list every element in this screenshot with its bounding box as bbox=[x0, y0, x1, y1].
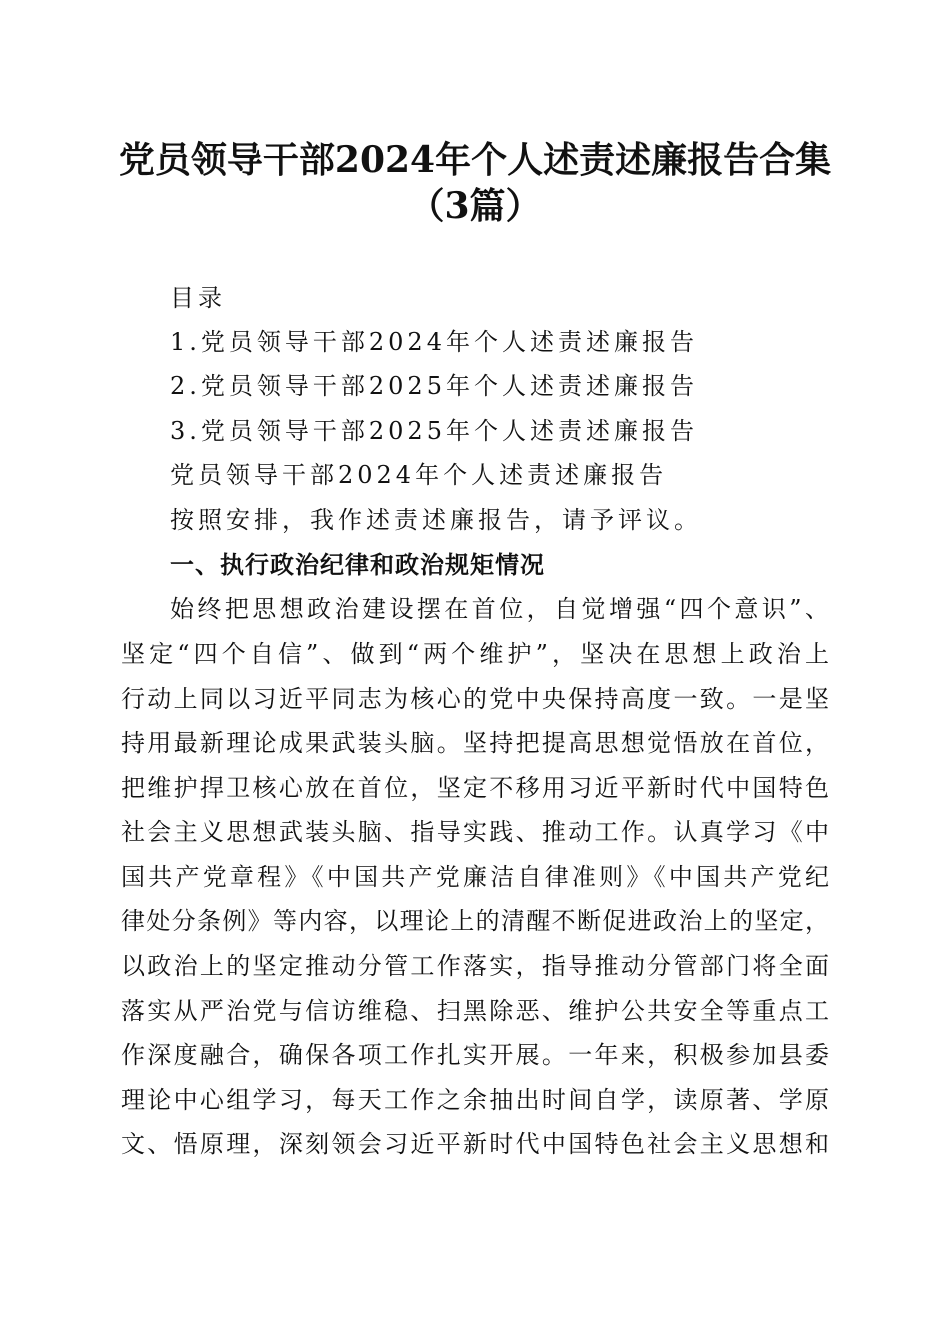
paragraph-line: 律处分条例》等内容，以理论上的清醒不断促进政治上的坚定， bbox=[121, 907, 829, 935]
paragraph-line: 把维护捍卫核心放在首位，坚定不移用习近平新时代中国特色 bbox=[121, 774, 829, 802]
paragraph-line: 行动上同以习近平同志为核心的党中央保持高度一致。一是坚 bbox=[121, 685, 829, 713]
paragraph-line: 以政治上的坚定推动分管工作落实，指导推动分管部门将全面 bbox=[121, 952, 829, 980]
toc-item-1: 1.党员领导干部2024年个人述责述廉报告 bbox=[170, 328, 698, 356]
section-heading: 一、执行政治纪律和政治规矩情况 bbox=[170, 551, 545, 579]
paragraph-line: 社会主义思想武装头脑、指导实践、推动工作。认真学习《中 bbox=[121, 818, 829, 846]
toc-item-2: 2.党员领导干部2025年个人述责述廉报告 bbox=[170, 372, 698, 400]
document-title-line1: 党员领导干部2024年个人述责述廉报告合集 bbox=[118, 139, 832, 181]
toc-item-3: 3.党员领导干部2025年个人述责述廉报告 bbox=[170, 417, 698, 445]
paragraph-line: 始终把思想政治建设摆在首位，自觉增强“四个意识”、 bbox=[170, 595, 829, 623]
intro-text: 按照安排，我作述责述廉报告，请予评议。 bbox=[170, 506, 702, 534]
paragraph-line: 文、悟原理，深刻领会习近平新时代中国特色社会主义思想和 bbox=[121, 1130, 829, 1158]
paragraph-line: 理论中心组学习，每天工作之余抽出时间自学，读原著、学原 bbox=[121, 1086, 829, 1114]
paragraph-line: 坚定“四个自信”、做到“两个维护”，坚决在思想上政治上 bbox=[121, 640, 829, 668]
paragraph-line: 国共产党章程》《中国共产党廉洁自律准则》《中国共产党纪 bbox=[121, 863, 829, 891]
toc-label: 目录 bbox=[170, 284, 226, 312]
paragraph-line: 作深度融合，确保各项工作扎实开展。一年来，积极参加县委 bbox=[121, 1041, 829, 1069]
paragraph-line: 落实从严治党与信访维稳、扫黑除恶、维护公共安全等重点工 bbox=[121, 997, 829, 1025]
document-title-line2: （3篇） bbox=[408, 185, 542, 227]
report-title: 党员领导干部2024年个人述责述廉报告 bbox=[170, 461, 668, 489]
paragraph-line: 持用最新理论成果武装头脑。坚持把提高思想觉悟放在首位， bbox=[121, 729, 829, 757]
